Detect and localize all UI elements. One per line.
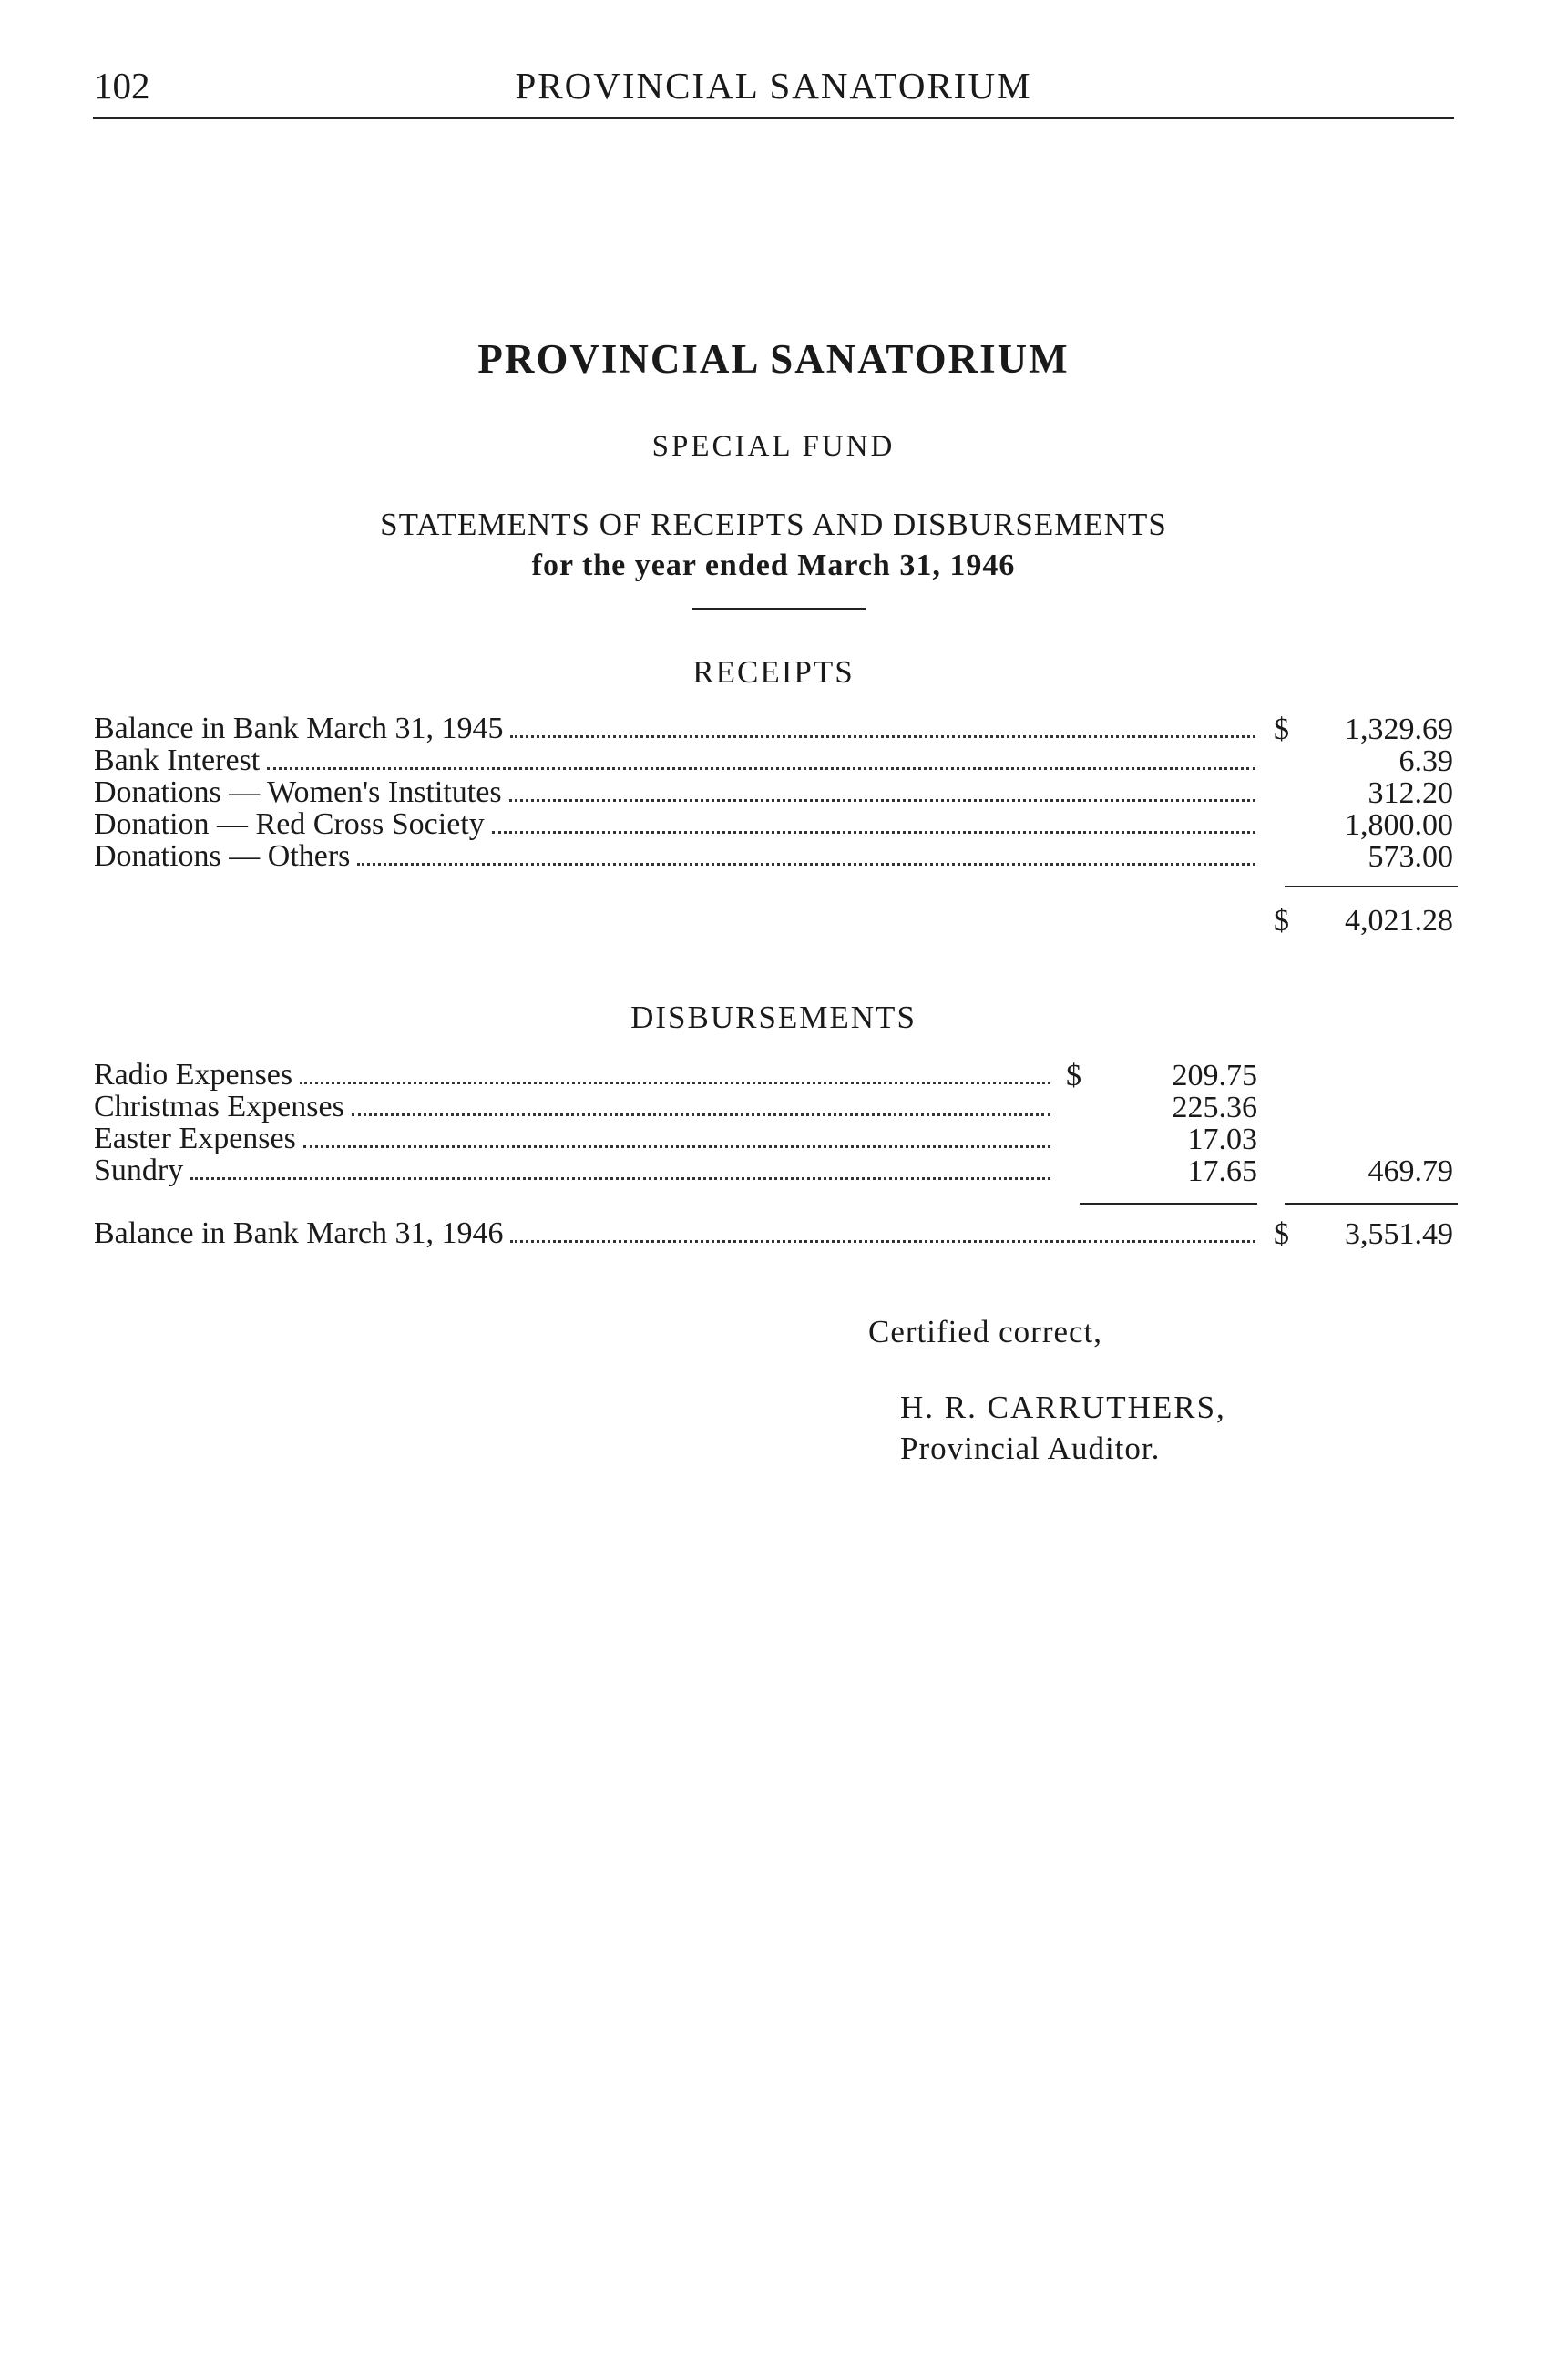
receipt-label: Balance in Bank March 31, 1945 [94,712,504,745]
disbursement-line [94,1123,1050,1155]
receipts-total-dollar-sign: $ [1274,904,1289,938]
disbursements-heading: DISBURSEMENTS [630,1000,917,1035]
receipt-label: Donation — Red Cross Society [94,807,485,841]
receipt-amount: 312.20 [1368,776,1453,810]
disbursement-amount: 17.65 [1187,1154,1257,1188]
certification-text: Certified correct, [868,1314,1103,1349]
receipts-total: 4,021.28 [1345,904,1453,938]
leader-dots [300,1082,1050,1084]
disbursement-line [94,1154,1050,1187]
leader-dots [492,831,1255,834]
closing-balance-line [94,1217,1255,1250]
disbursement-line [94,1091,1050,1123]
receipt-line [94,744,1255,777]
leader-dots [510,735,1255,738]
disbursements-subtotal-rule [1080,1203,1257,1205]
disbursement-dollar-sign: $ [1066,1059,1081,1093]
closing-balance-amount: 3,551.49 [1345,1217,1453,1251]
receipts-total-rule [1285,886,1458,887]
running-header-title: PROVINCIAL SANATORIUM [515,65,1032,107]
auditor-title: Provincial Auditor. [900,1431,1161,1466]
receipt-label: Donations — Women's Institutes [94,775,502,809]
receipt-dollar-sign: $ [1274,713,1289,746]
header-rule [93,117,1454,119]
disbursement-label: Radio Expenses [94,1058,293,1092]
document-subtitle: SPECIAL FUND [651,430,896,463]
disbursement-line [94,1059,1050,1092]
closing-balance-label: Balance in Bank March 31, 1946 [94,1216,504,1250]
title-divider [692,608,866,610]
receipt-amount: 6.39 [1398,744,1453,778]
statement-title: STATEMENTS OF RECEIPTS AND DISBURSEMENTS [380,507,1167,542]
leader-dots [509,799,1255,802]
document-title: PROVINCIAL SANATORIUM [477,336,1070,382]
leader-dots [190,1177,1050,1180]
disbursement-amount: 17.03 [1187,1123,1257,1156]
leader-dots [510,1240,1255,1243]
disbursement-amount: 225.36 [1172,1091,1257,1124]
leader-dots [352,1113,1050,1116]
disbursements-total: 469.79 [1368,1154,1453,1188]
leader-dots [303,1145,1050,1148]
receipt-line [94,713,1255,745]
disbursements-total-rule [1285,1203,1458,1205]
receipt-amount: 573.00 [1368,840,1453,874]
leader-dots [267,767,1255,770]
receipt-label: Bank Interest [94,744,261,777]
leader-dots [357,863,1255,866]
disbursement-label: Sundry [94,1154,184,1187]
receipt-amount: 1,800.00 [1345,808,1453,842]
receipts-heading: RECEIPTS [692,654,855,690]
disbursement-label: Easter Expenses [94,1122,296,1155]
receipt-line [94,808,1255,841]
receipt-label: Donations — Others [94,839,351,873]
statement-period: for the year ended March 31, 1946 [531,549,1016,582]
receipt-line [94,840,1255,873]
page-number: 102 [94,65,150,107]
receipt-amount: 1,329.69 [1345,713,1453,746]
closing-balance-dollar-sign: $ [1274,1217,1289,1251]
receipt-line [94,776,1255,809]
auditor-name: H. R. CARRUTHERS, [900,1390,1226,1425]
disbursement-amount: 209.75 [1172,1059,1257,1093]
disbursement-label: Christmas Expenses [94,1090,344,1123]
